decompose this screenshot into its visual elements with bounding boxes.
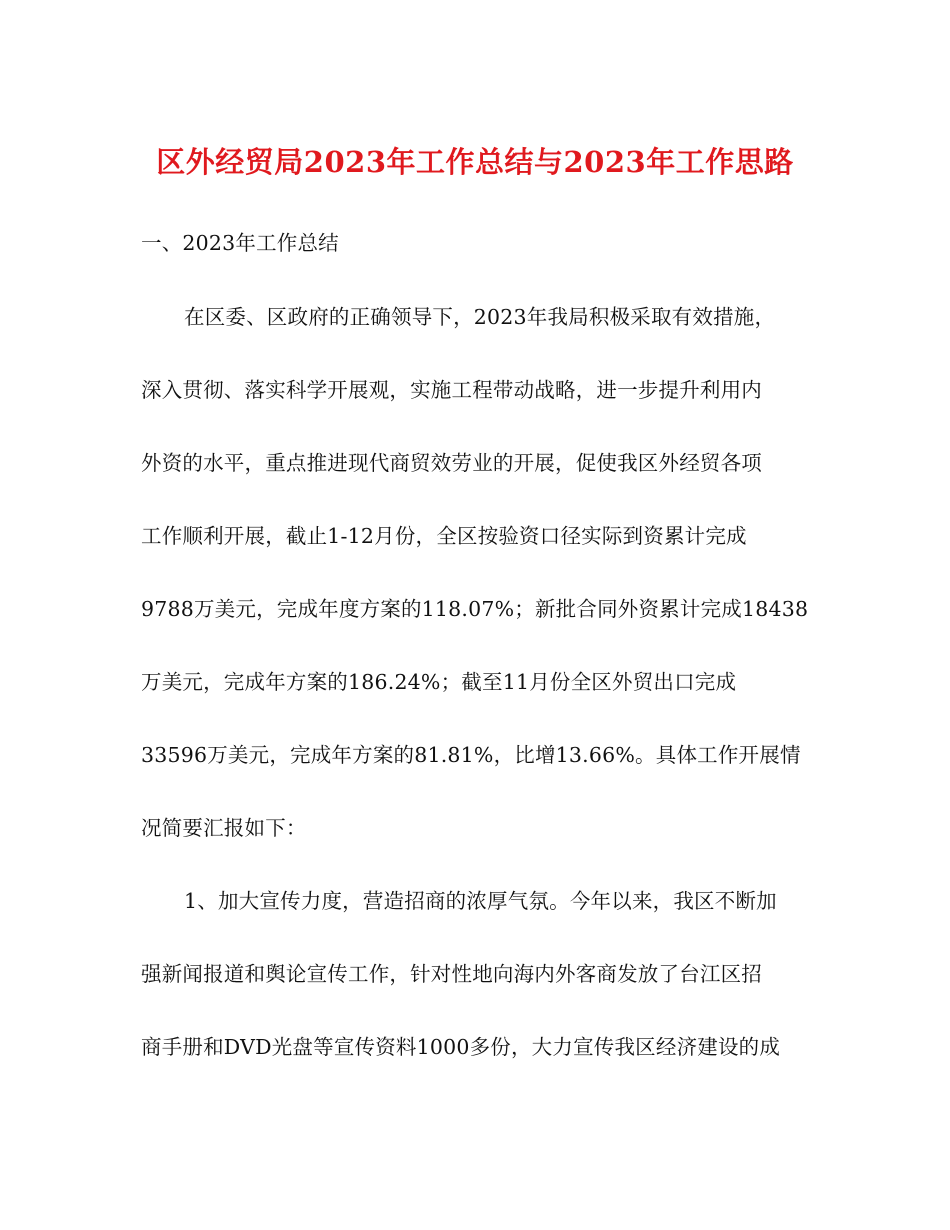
paragraph-1-line-2: 深入贯彻、落实科学开展观，实施工程带动战略，进一步提升利用内 (141, 378, 762, 402)
paragraph-1-line-4: 工作顺利开展，截止1-12月份，全区按验资口径实际到资累计完成 (141, 524, 747, 548)
paragraph-1-line-1: 在区委、区政府的正确领导下，2023年我局积极采取有效措施， (184, 305, 776, 329)
paragraph-2-line-3: 商手册和DVD光盘等宣传资料1000多份，大力宣传我区经济建设的成 (141, 1035, 781, 1059)
paragraph-2-line-1: 1、加大宣传力度，营造招商的浓厚气氛。今年以来，我区不断加 (184, 889, 777, 913)
paragraph-1-line-8: 况简要汇报如下： (141, 816, 307, 840)
section-heading: 一、2023年工作总结 (141, 231, 339, 255)
document-title: 区外经贸局2023年工作总结与2023年工作思路 (156, 145, 794, 179)
paragraph-2-line-2: 强新闻报道和舆论宣传工作，针对性地向海内外客商发放了台江区招 (141, 962, 762, 986)
paragraph-1-line-7: 33596万美元，完成年方案的81.81%，比增13.66%。具体工作开展情 (141, 743, 801, 767)
paragraph-1-line-3: 外资的水平，重点推进现代商贸效劳业的开展，促使我区外经贸各项 (141, 451, 762, 475)
paragraph-1-line-5: 9788万美元，完成年度方案的118.07%；新批合同外资累计完成18438 (141, 597, 809, 621)
paragraph-1-line-6: 万美元，完成年方案的186.24%；截至11月份全区外贸出口完成 (141, 670, 737, 694)
